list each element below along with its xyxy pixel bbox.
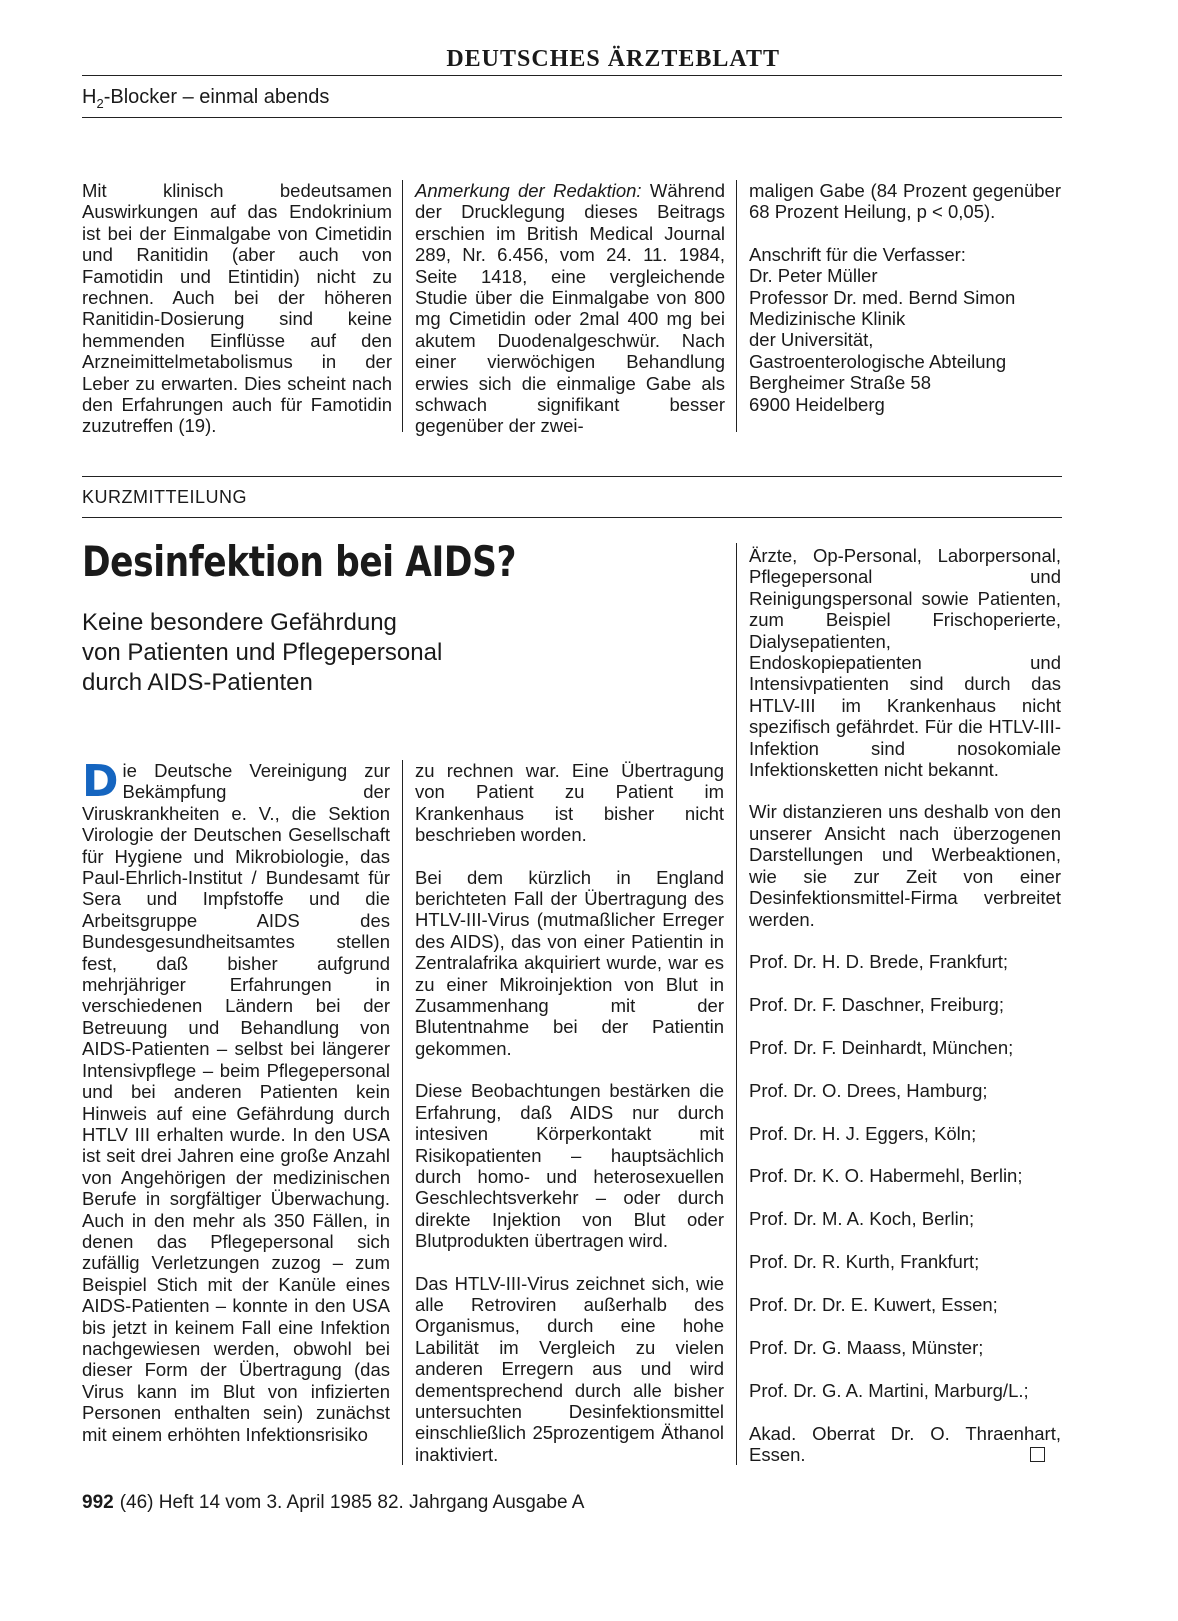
issue-info: (46) Heft 14 vom 3. April 1985 82. Jahrgang Ausgabe A bbox=[119, 1492, 585, 1513]
signatory: Prof. Dr. M. A. Koch, Berlin; bbox=[749, 1208, 975, 1230]
address-line: Bergheimer Straße 58 bbox=[749, 372, 932, 394]
page-footer bbox=[82, 1492, 584, 1514]
topic-prefix: H bbox=[82, 86, 97, 108]
address-line: der Universität, bbox=[749, 329, 874, 351]
address-line: Anschrift für die Verfasser: bbox=[749, 243, 966, 265]
signatory: Prof. Dr. F. Daschner, Freiburg; bbox=[749, 993, 1004, 1015]
column-divider bbox=[736, 543, 737, 1465]
editor-note-text: Während der Drucklegung dieses Beitrags erschien im British Medical Journal 289, Nr. 6.456, vom 24. 11. 1984, Seite 1418, eine vergleichende Studie über die Einmalgabe von 800 mg Cimetidin oder 2mal 400 mg bei akutem Duodenalgeschwür. Nach einer vierwöchigen Behandlung erwies sich die einmalige Gabe als schwach signifikant besser gegenüber der zwei- bbox=[415, 180, 725, 437]
signatory: Prof. Dr. K. O. Habermehl, Berlin; bbox=[749, 1165, 1023, 1187]
column-divider bbox=[736, 180, 737, 432]
article-col2 bbox=[415, 760, 724, 1486]
article-subheadline bbox=[82, 608, 542, 698]
article-paragraph: Das HTLV-III-Virus zeichnet sich, wie alle Retroviren außerhalb des Organismus, durch eine hohe Labilität im Vergleich zu vielen anderen Erregern aus und wird dementsprechend durch alle bisher untersuchten Desinfektionsmittel einschließlich 25prozentigem Äthanol inaktiviert. bbox=[415, 1272, 724, 1465]
address-line: Gastroenterologische Abteilung bbox=[749, 350, 1007, 372]
signatory: Akad. Oberrat Dr. O. Thraenhart, Essen. bbox=[749, 1422, 1061, 1466]
end-of-article-mark bbox=[1030, 1447, 1045, 1462]
prev-article-col2 bbox=[415, 180, 725, 437]
signatory: Prof. Dr. R. Kurth, Frankfurt; bbox=[749, 1251, 980, 1273]
column-divider bbox=[402, 180, 403, 432]
section-rule-top bbox=[82, 476, 1062, 477]
topic-rest: -Blocker – einmal abends bbox=[103, 86, 330, 108]
signatory: Prof. Dr. Dr. E. Kuwert, Essen; bbox=[749, 1294, 998, 1316]
prev-article-conclusion: maligen Gabe (84 Prozent gegenüber 68 Prozent Heilung, p < 0,05). bbox=[749, 180, 1061, 223]
signatory: Prof. Dr. F. Deinhardt, München; bbox=[749, 1036, 1014, 1058]
subheadline-line: Keine besondere Gefährdung bbox=[82, 609, 397, 636]
article-paragraph: Diese Beobachtungen bestärken die Erfahrung, daß AIDS nur durch intesiven Körperkontakt mit Risikopatienten – hauptsächlich durch homo- und heterosexuellen Geschlechtsverkehr – oder durch direkte Injektion von Blut oder Blutprodukten übertragen wird. bbox=[415, 1080, 724, 1252]
article-col1-text: ie Deutsche Vereinigung zur Bekämpfung der Viruskrankheiten e. V., die Sektion Virologie der Deutschen Gesellschaft für Hygiene und Mikrobiologie, das Paul-Ehrlich-Institut / Bundesamt für Sera und Impfstoffe und die Arbeitsgruppe AIDS des Bundesgesundheitsamtes stellen fest, daß bisher aufgrund mehrjähriger Erfahrungen in verschiedenen Ländern bei der Betreuung und Behandlung von AIDS-Patienten – selbst bei längerer Intensivpflege – beim Pflegepersonal und bei anderen Patienten kein Hinweis auf eine Gefährdung durch HTLV III erhalten wurde. In den USA ist seit drei Jahren eine große Anzahl von Angehörigen der medizinischen Berufe in sorgfältiger Überwachung. Auch in den mehr als 350 Fällen, in denen das Pflegepersonal sich zufällig Verletzungen zuzog – zum Beispiel Stich mit der Kanüle eines AIDS-Patienten – konnte in den USA bis jetzt in keinem Fall eine Infektion nachgewiesen werden, obwohl bei dieser Form der Übertragung (das Virus kann im Blut von infizierten Personen enthalten sein) zunächst mit einem erhöhten Infektionsrisiko bbox=[82, 760, 390, 1445]
topic-subscript: 2 bbox=[96, 96, 104, 111]
page-number: 992 bbox=[82, 1492, 114, 1513]
signatory: Prof. Dr. O. Drees, Hamburg; bbox=[749, 1079, 988, 1101]
header-rule-bottom bbox=[82, 117, 1062, 118]
address-line: Professor Dr. med. Bernd Simon bbox=[749, 286, 1016, 308]
address-line: Medizinische Klinik bbox=[749, 308, 906, 330]
subheadline-line: von Patienten und Pflegepersonal bbox=[82, 639, 443, 666]
signatory: Prof. Dr. G. Maass, Münster; bbox=[749, 1337, 984, 1359]
drop-cap: D bbox=[82, 756, 119, 807]
article-col3 bbox=[749, 545, 1061, 1466]
section-rule-bottom bbox=[82, 517, 1062, 518]
prev-article-col3 bbox=[749, 180, 1061, 415]
signatory: Prof. Dr. H. D. Brede, Frankfurt; bbox=[749, 950, 1009, 972]
prev-article-col1: Mit klinisch bedeutsamen Auswirkungen auf das Endokrinium ist bei der Einmalgabe von Cimetidin und Ranitidin (aber auch von Famotidin und Etintidin) nicht zu rechnen. Auch bei der höheren Ranitidin-Dosierung sind keine hemmenden Einflüsse auf den Arzneimittelmetabolismus in der Leber zu erwarten. Dies scheint nach den Erfahrungen auch für Famotidin zuzutreffen (19). bbox=[82, 180, 392, 437]
article-paragraph: Ärzte, Op-Personal, Laborpersonal, Pflegepersonal und Reinigungspersonal sowie Patienten, zum Beispiel Frischoperierte, Dialysepatienten, Endoskopiepatienten und Intensivpatienten sind durch das HTLV-III im Krankenhaus nicht spezifisch gefährdet. Für die HTLV-III-Infektion sind nosokomiale Infektionsketten nicht bekannt. bbox=[749, 545, 1061, 781]
article-paragraph: zu rechnen war. Eine Übertragung von Patient zu Patient im Krankenhaus ist bisher nicht beschrieben worden. bbox=[415, 760, 724, 846]
signatory: Prof. Dr. G. A. Martini, Marburg/L.; bbox=[749, 1379, 1029, 1401]
article-paragraph: Wir distanzieren uns deshalb von den unserer Ansicht nach überzogenen Darstellungen und Werbeaktionen, wie sie zur Zeit von einer Desinfektionsmittel-Firma verbreitet werden. bbox=[749, 801, 1061, 930]
address-line: 6900 Heidelberg bbox=[749, 393, 885, 415]
signatory: Prof. Dr. H. J. Eggers, Köln; bbox=[749, 1122, 977, 1144]
author-address bbox=[749, 244, 1061, 415]
column-divider bbox=[402, 760, 403, 1465]
signatories-list bbox=[749, 951, 1061, 1466]
editor-note-label: Anmerkung der Redaktion: bbox=[415, 180, 642, 201]
article-headline: Desinfektion bei AIDS? bbox=[82, 537, 517, 586]
topic-line bbox=[82, 86, 329, 111]
masthead: DEUTSCHES ÄRZTEBLATT bbox=[446, 46, 780, 72]
article-paragraph: Bei dem kürzlich in England berichteten Fall der Übertragung des HTLV-III-Virus (mutmaßlicher Erreger des AIDS), das von einer Patientin in Zentralafrika akquiriert wurde, war es zu einer Mikroinjektion von Blut in Zusammenhang mit der Blutentnahme bei der Patientin gekommen. bbox=[415, 866, 724, 1059]
section-label: KURZMITTEILUNG bbox=[82, 487, 248, 507]
subheadline-line: durch AIDS-Patienten bbox=[82, 669, 313, 696]
address-line: Dr. Peter Müller bbox=[749, 265, 878, 287]
article-col1 bbox=[82, 756, 390, 1445]
header-rule-top bbox=[82, 75, 1062, 76]
